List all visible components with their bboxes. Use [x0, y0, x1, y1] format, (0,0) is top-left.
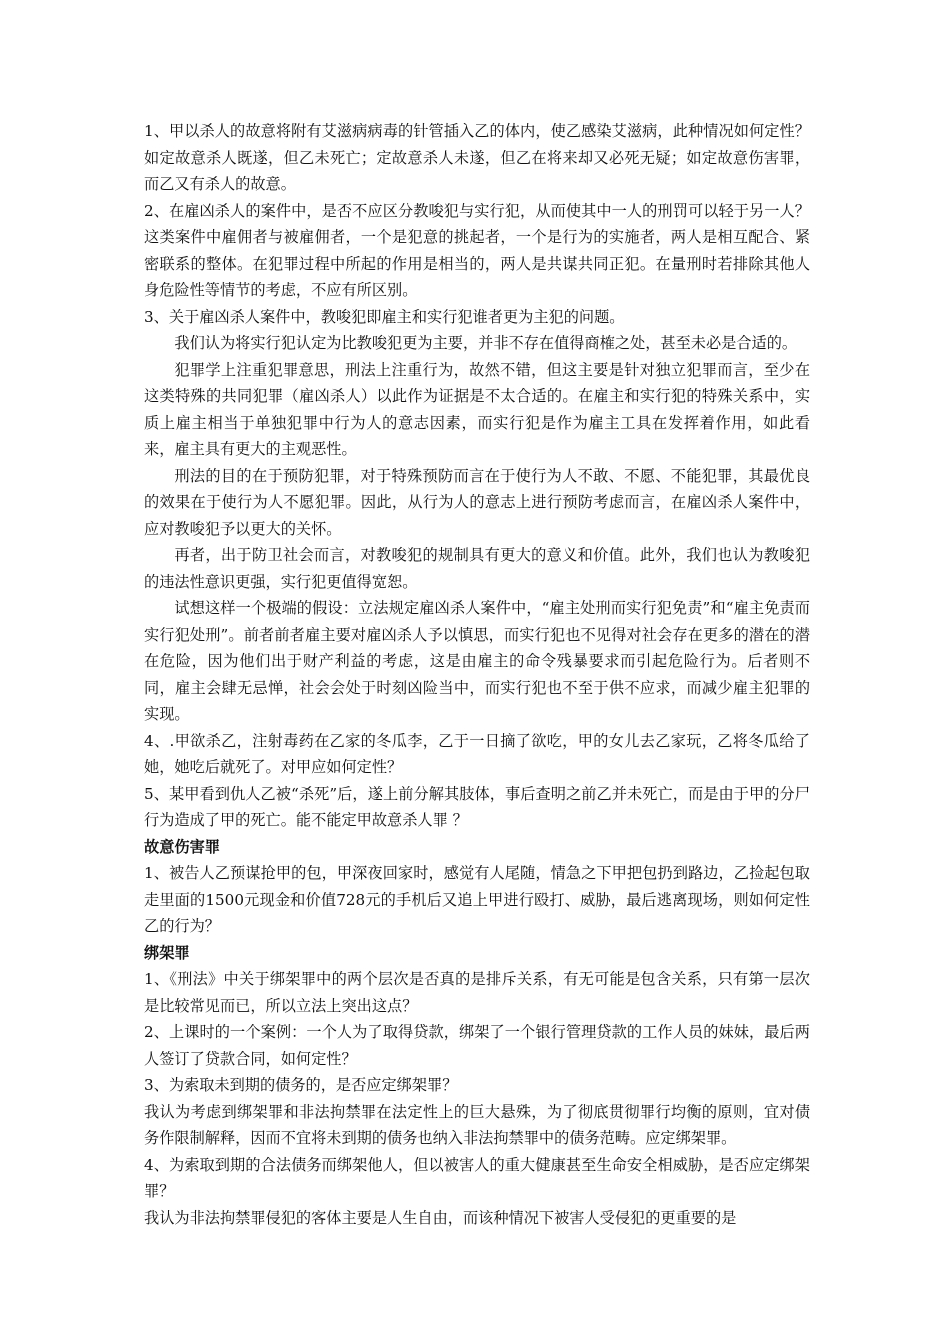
paragraph-kidnap-q3: 3、为索取未到期的债务的，是否应定绑架罪？ [144, 1076, 458, 1094]
paragraph-kidnap-q4-answer: 我认为非法拘禁罪侵犯的客体主要是人生自由，而该种情况下被害人受侵犯的更重要的是 [144, 1208, 737, 1227]
paragraph-kidnap-q2: 2、上课时的一个案例：一个人为了取得贷款，绑架了一个银行管理贷款的工作人员的妹妹，最后两人签订了贷款合同，如何定性？ [144, 1023, 810, 1068]
paragraph-q5-dismember: 5、某甲看到仇人乙被“杀死”后，遂上前分解其肢体，事后查明之前乙并未死亡，而是由于甲的分尸行为造成了甲的死亡。能不能定甲故意杀人罪 ？ [144, 784, 810, 829]
paragraph-q3-answer-4: 再者，出于防卫社会而言，对教唆犯的规制具有更大的意义和价值。此外，我们也认为教唆犯的违法性意识更强，实行犯更值得宽恕。 [144, 546, 810, 591]
paragraph-q3-principal-offender: 3、关于雇凶杀人案件中，教唆犯即雇主和实行犯谁者更为主犯的问题。 [144, 307, 625, 326]
paragraph-q1-aids: 1、甲以杀人的故意将附有艾滋病病毒的针管插入乙的体内，使乙感染艾滋病，此种情况如何定性？如定故意杀人既遂，但乙未死亡；定故意杀人未遂，但乙在将来却又必死无疑；如定故意伤害罪，而乙又有杀人的故意。 [144, 122, 810, 193]
section-heading-kidnapping: 绑架罪 [144, 943, 190, 962]
paragraph-kidnap-q1: 1、《刑法》中关于绑架罪中的两个层次是否真的是排斥关系，有无可能是包含关系，只有第一层次是比较常见而已，所以立法上突出这点？ [144, 970, 810, 1015]
paragraph-kidnap-q3-answer: 我认为考虑到绑架罪和非法拘禁罪在法定性上的巨大悬殊，为了彻底贯彻罪行均衡的原则，宜对债务作限制解释，因而不宜将未到期的债务也纳入非法拘禁罪中的债务范畴。应定绑架罪。 [144, 1102, 810, 1147]
paragraph-q4-poison: 4、.甲欲杀乙，注射毒药在乙家的冬瓜李，乙于一日摘了欲吃，甲的女儿去乙家玩，乙将冬瓜给了她，她吃后就死了。对甲应如何定性？ [144, 731, 810, 776]
document-page [144, 118, 810, 1231]
paragraph-q3-answer-2: 犯罪学上注重犯罪意思，刑法上注重行为，故然不错，但这主要是针对独立犯罪而言，至少在这类特殊的共同犯罪（雇凶杀人）以此作为证据是不太合适的。在雇主和实行犯的特殊关系中，实质上雇主相当于单独犯罪中行为人的意志因素，而实行犯是作为雇主工具在发挥着作用，如此看来，雇主具有更大的主观恶性。 [144, 360, 810, 458]
paragraph-q3-answer-1: 我们认为将实行犯认定为比教唆犯更为主要，并非不存在值得商榷之处，甚至未必是合适的。 [174, 334, 798, 352]
paragraph-q3-answer-3: 刑法的目的在于预防犯罪，对于特殊预防而言在于使行为人不敢、不愿、不能犯罪，其最优良的效果在于使行为人不愿犯罪。因此，从行为人的意志上进行预防考虑而言，在雇凶杀人案件中，应对教唆犯予以更大的关怀。 [144, 466, 810, 538]
paragraph-injury-q1: 1、被告人乙预谋抢甲的包，甲深夜回家时，感觉有人尾随，情急之下甲把包扔到路边，乙捡起包取走里面的1500元现金和价值728元的手机后又追上甲进行殴打、威胁，最后逃离现场，则如何定性乙的行为？ [144, 864, 810, 935]
section-heading-intentional-injury: 故意伤害罪 [144, 837, 220, 856]
paragraph-q2-hired-killing: 2、在雇凶杀人的案件中，是否不应区分教唆犯与实行犯，从而使其中一人的刑罚可以轻于另一人？这类案件中雇佣者与被雇佣者，一个是犯意的挑起者，一个是行为的实施者，两人是相互配合、紧密联系的整体。在犯罪过程中所起的作用是相当的，两人是共谋共同正犯。在量刑时若排除其他人身危险性等情节的考虑，不应有所区别。 [144, 201, 810, 299]
paragraph-q3-answer-5: 试想这样一个极端的假设：立法规定雇凶杀人案件中，“雇主处刑而实行犯免责”和“雇主免责而实行犯处刑”。前者前者雇主要对雇凶杀人予以慎思，而实行犯也不见得对社会存在更多的潜在的潜在危险，因为他们出于财产利益的考虑，这是由雇主的命令残暴要求而引起危险行为。后者则不同，雇主会肆无忌惮，社会会处于时刻凶险当中，而实行犯也不至于供不应求，而减少雇主犯罪的实现。 [144, 599, 810, 723]
paragraph-kidnap-q4: 4、为索取到期的合法债务而绑架他人，但以被害人的重大健康甚至生命安全相威胁，是否应定绑架罪？ [144, 1155, 810, 1200]
